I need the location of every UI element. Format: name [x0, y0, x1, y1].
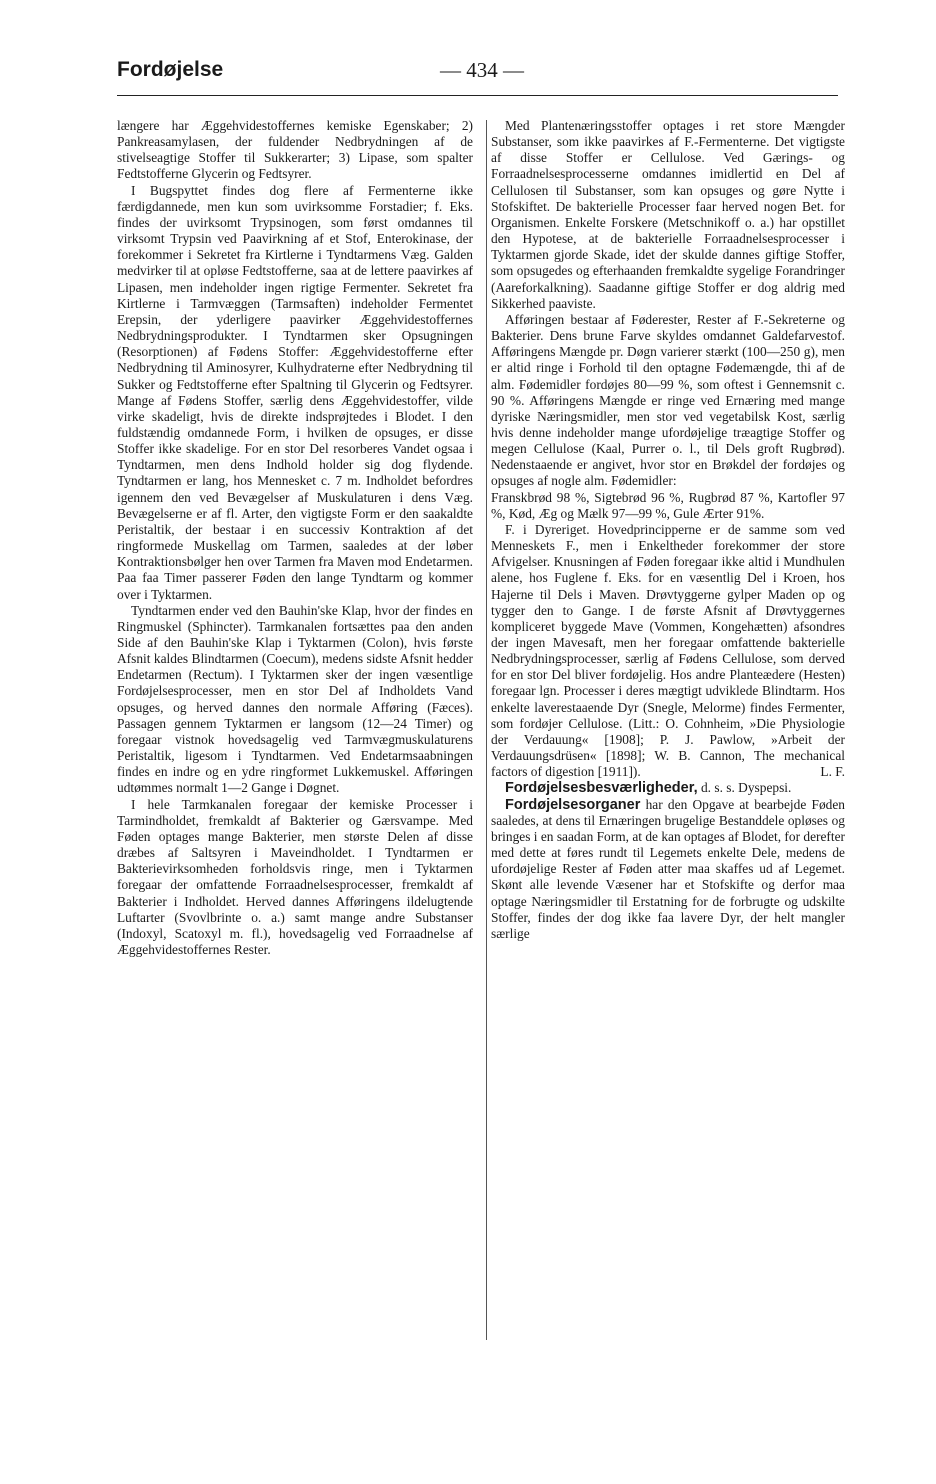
- food-digestibility-list: Franskbrød 98 %, Sigtebrød 96 %, Rugbrød 87 %, Kartofler 97 %, Kød, Æg og Mælk 97—99 %, Gule Ærter 91%.: [491, 489, 845, 521]
- paragraph: I Bugspyttet findes dog flere af Fermenterne ikke færdigdannede, men kun som uvirksomme Forstadier; f. Eks. findes der uvirksomt Trypsinogen, som først omdannes til virksomt Trypsin ved Paavirkning af et Stof, Enterokinase, der forekommer i Sekretet fra Kirtlerne i Tyndtarmens Væg. Galden medvirker til at opløse Fedtstofferne, saa at de lettere paavirkes af Lipasen, men indeholder ingen rigtige Fermenter. Sekretet fra Kirtlerne i Tarmvæggen (Tarmsaften) indeholder Fermentet Erepsin, der yderligere paavirker Æggehvidestoffernes Nedbrydningsprodukter. I Tyndtarmen sker Opsugningen (Resorptionen) af Fødens Stoffer: Æggehvidestofferne efter Nedbrydning til Aminosyrer, Kulhydraterne efter Nedbrydning til Sukker og Fedtstofferne efter Spaltning til Glycerin og Fedtsyrer. Mange af Fødens Stoffer, særlig dens Æggehvidestoffer, vilde virke skadeligt, hvis de direkte indsprøjtedes i Blodet. I den fuldstændig omdannede Form, i hvilken de opsuges, er disse Stoffer ikke skadelige. For en stor Del resorberes Vandet ogsaa i Tyndtarmen, men dens Indhold holder sig dog flydende. Tyndtarmen er lang, hos Mennesket c. 7 m. Indholdet befordres igennem den ved Bevægelser af Muskulaturen i dens Væg. Bevægelserne er af fl. Arter, den vigtigste Form er den saakaldte Peristaltik, der bestaar i en successiv Kontraktion af det ringformede Muskellag om Tarmen, saaledes at der løber Kontraktionsbølger hen over Tarmen fra Maven mod Endetarmen. Paa faa Timer passerer Føden den lange Tyndtarm og kommer over i Tyktarmen.: [117, 182, 473, 602]
- paragraph: I hele Tarmkanalen foregaar der kemiske Processer i Tarmindholdet, fremkaldt af Bakterier og Gærsvampe. Med Føden optages mange Bakterier, men største Delen af disse dræbes af Saltsyren i Maveindholdet. I Tyndtarmen er Bakterievirksomheden forholdsvis ringe, men i Tyktarmen foregaar der omfattende Forraadnelsesprocesser, fremkaldt af Bakterier i Indholdet. Herved dannes Afføringens ildelugtende Luftarter (Svovlbrinte o. a.) samt mange andre Substanser (Indoxyl, Scatoxyl m. fl.), hovedsagelig ved Forraadnelse af Æggehvidestoffernes Rester.: [117, 796, 473, 957]
- column-divider: [486, 120, 487, 1340]
- entry-headword: Fordøjelsesbesværligheder,: [505, 780, 698, 797]
- paragraph: [491, 522, 845, 781]
- dictionary-entry: [491, 797, 845, 942]
- paragraph: Med Plantenæringsstoffer optages i ret store Mængder Substanser, som ikke paavirkes af F.-Fermenterne. Det vigtigste af disse Stoffer er Cellulose. Ved Gærings- og Forraadnelsesprocesserne omdannes imidlertid en Del af Cellulosen til Substanser, som kan opsuges og gøre Nytte i Stofskiftet. De bakterielle Processer faar herved nogen Bet. for Organismen. Enkelte Forskere (Metschnikoff o. a.) har opstillet den Hypotese, at de bakterielle Forraadnelsesprocesser i Tyktarmen gjorde Skade, idet der skulde dannes giftige Stoffer, som opsugedes og efterhaanden fremkaldte sygelige Forandringer (Aareforkalkning). Saadanne giftige Stoffer er dog aldrig med Sikkerhed paaviste.: [491, 118, 845, 311]
- entry-headword: Fordøjelsesorganer: [505, 796, 641, 813]
- entry-text: har den Opgave at bearbejde Føden saaledes, at dens til Ernæringen brugelige Bestanddele opløses og bringes i en saadan Form, at de kan optages af Blodet, for derefter med dette at føres rundt til Legemets enkelte Dele, medens de ufordøjelige Rester af Føden atter maa skaffes ud af Legemet. Skønt alle levende Væsener har et Stofskifte og derfor maa optage Næringsmidler til Erstatning for de forbrugte og udskilte Stoffer, findes der dog ikke faa lavere Dyr, der helt mangler særlige: [491, 796, 845, 941]
- page-number: — 434 —: [440, 58, 524, 82]
- paragraph-text: F. i Dyreriget. Hovedprincipperne er de samme som ved Menneskets F., men i Enkeltheder forekommer der store Afvigelser. Knusningen af Føden foregaar ikke altid i Mundhulen alene, hos Fuglene f. Eks. for en væsentlig Del i Kroen, hos Hajerne til Dels i Maven. Drøvtyggerne gylper Maden op og tygger den to Gange. I de første Afsnit af Drøvtyggernes kompliceret byggede Mave (Vommen, Kongehætten) afsondres der ingen Mavesaft, men her foregaar omfattende bakterielle Nedbrydningsprocesser, særlig af Fødens Cellulose, som derved for en stor Del bliver fordøjelig. Hos andre Planteædere (Hesten) foregaar lgn. Processer i deres mægtigt udviklede Blindtarm. Hos enkelte laverestaaende Dyr (Snegle, Melorme) findes Fermenter, som fordøjer Cellulose. (Litt.: O. Cohnheim, »Die Physiologie der Verdauung« [1908]; P. J. Pawlow, »Arbeit der Verdauungsdrüsen« [1898]; W. B. Cannon, The mechanical factors of digestion [1911]).: [491, 521, 845, 780]
- paragraph: Tyndtarmen ender ved den Bauhin'ske Klap, hvor der findes en Ringmuskel (Sphincter). Tarmkanalen fortsættes paa den anden Side af den Bauhin'ske Klap i Tyktarmen (Colon), hvis første Afsnit kaldes Blindtarmen (Coecum), medens sidste Afsnit hedder Endetarmen (Rectum). I Tyktarmen sker der ingen væsentlige Fordøjelsesprocesser, men en stor Del af Indholdets Vand opsuges, og herved dannes den normale Afføring (Fæces). Passagen gennem Tyktarmen er langsom (12—24 Timer) og foregaar vistnok hovedsagelig ved Tarmvægmuskulaturens Peristaltik, ligesom i Tyndtarmen. Ved Endetarmsaabningen findes en indre og en ydre ringformet Lukkemuskel. Afføringen udtømmes normalt 1—2 Gange i Døgnet.: [117, 602, 473, 796]
- author-signature: L. F.: [820, 764, 845, 780]
- left-column: [117, 118, 473, 958]
- right-column: [491, 118, 845, 942]
- paragraph: længere har Æggehvidestoffernes kemiske Egenskaber; 2) Pankreasamylasen, der fuldender Nedbrydningen af de stivelseagtige Stoffer til Sukkerarter; 3) Lipase, som spalter Fedtstofferne Glycerin og Fedtsyrer.: [117, 118, 473, 182]
- page-title: Fordøjelse: [117, 58, 224, 81]
- paragraph: Afføringen bestaar af Føderester, Rester af F.-Sekreterne og Bakterier. Dens brune Farve skyldes omdannet Galdefarvestof. Afføringens Mængde pr. Døgn varierer stærkt (100—250 g), men er altid ringe i Forhold til den optagne Fødemængde, thi af de alm. Fødemidler fordøjes 80—99 %, som oftest i Gennemsnit c. 90 %. Afføringens Mængde er ringe ved Ernæring med mange dyriske Næringsmidler, men stor ved vegetabilsk Kost, særlig hvis denne indeholder mange ufordøjelige træagtige Stoffer og megen Cellulose (Kaal, Purrer o. l., til Dels groft Rugbrød). Nedenstaaende er angivet, hvor stor en Brøkdel der fordøjes og opsuges af nogle alm. Fødemidler:: [491, 311, 845, 489]
- header-rule: [117, 95, 838, 96]
- entry-text: d. s. s. Dyspepsi.: [700, 780, 792, 796]
- dictionary-entry: [491, 780, 845, 796]
- running-head: [117, 58, 838, 86]
